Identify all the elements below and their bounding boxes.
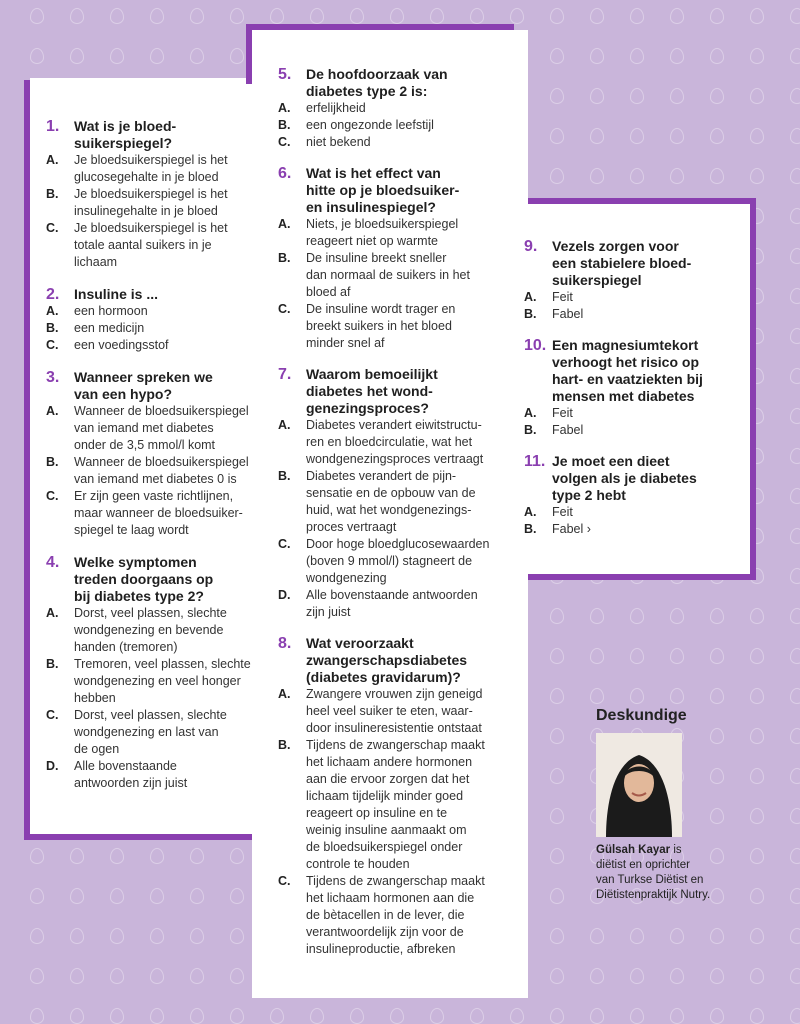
option-letter: C. — [278, 874, 291, 888]
droplet-decoration — [790, 688, 800, 704]
option-text: Feit — [552, 290, 573, 304]
question-1 — [46, 118, 262, 271]
droplet-decoration — [590, 928, 604, 944]
left-card — [30, 78, 270, 834]
option-letter: B. — [524, 423, 537, 437]
droplet-decoration — [710, 608, 724, 624]
question-text: Wat is het effect van hitte op je bloedsuiker- en insulinespiegel? — [306, 165, 460, 215]
droplet-decoration — [110, 888, 124, 904]
option-letter: A. — [278, 217, 291, 231]
option-text: Tremoren, veel plassen, slechte wondgenezing en veel honger hebben — [74, 657, 251, 705]
droplet-decoration — [70, 968, 84, 984]
droplet-decoration — [110, 48, 124, 64]
question-text: Wat is je bloed- suikerspiegel? — [74, 118, 177, 151]
droplet-decoration — [790, 248, 800, 264]
expert-name: Gülsah Kayar — [596, 844, 671, 856]
answer-option[interactable] — [278, 117, 520, 134]
droplet-decoration — [150, 888, 164, 904]
answer-option[interactable] — [46, 220, 262, 271]
droplet-decoration — [710, 88, 724, 104]
question-8 — [278, 635, 520, 958]
right-card — [510, 204, 750, 574]
expert-photo — [596, 733, 682, 837]
droplet-decoration — [150, 48, 164, 64]
option-text: Wanneer de bloedsuikerspiegel van iemand met diabetes 0 is — [74, 455, 249, 486]
droplet-decoration — [550, 928, 564, 944]
droplet-decoration — [550, 888, 564, 904]
droplet-decoration — [630, 648, 644, 664]
question-number: 9. — [524, 238, 538, 255]
question-number: 5. — [278, 66, 292, 83]
option-letter: D. — [46, 759, 59, 773]
answer-option[interactable] — [46, 152, 262, 186]
option-letter: C. — [46, 708, 59, 722]
question-text: Waarom bemoeilijkt diabetes het wond- genezingsproces? — [306, 366, 438, 416]
droplet-decoration — [110, 848, 124, 864]
option-text: Je bloedsuikerspiegel is het glucosegehalte in je bloed — [74, 153, 228, 184]
droplet-decoration — [30, 1008, 44, 1024]
droplet-decoration — [550, 808, 564, 824]
droplet-decoration — [550, 1008, 564, 1024]
option-letter: B. — [278, 118, 291, 132]
droplet-decoration — [190, 928, 204, 944]
question-header — [524, 238, 742, 289]
option-text: De insuline wordt trager en breekt suikers in het bloed minder snel af — [306, 302, 456, 350]
droplet-decoration — [150, 1008, 164, 1024]
question-number: 1. — [46, 118, 60, 135]
answer-option[interactable] — [46, 186, 262, 220]
option-text: een hormoon — [74, 304, 148, 318]
option-text: Diabetes verandert de pijn- sensatie en de opbouw van de huid, wat het wondgenezings- proces vertraagt — [306, 469, 476, 534]
question-header — [524, 337, 742, 405]
answer-option[interactable] — [278, 100, 520, 117]
question-text: De hoofdoorzaak van diabetes type 2 is: — [306, 66, 448, 99]
option-letter: A. — [46, 153, 59, 167]
droplet-decoration — [790, 488, 800, 504]
droplet-decoration — [430, 1008, 444, 1024]
answer-option[interactable] — [46, 403, 262, 454]
question-header — [524, 453, 742, 504]
question-11 — [524, 453, 742, 538]
droplet-decoration — [110, 1008, 124, 1024]
droplet-decoration — [190, 888, 204, 904]
droplet-decoration — [30, 968, 44, 984]
droplet-decoration — [790, 8, 800, 24]
droplet-decoration — [550, 688, 564, 704]
option-text: Tijdens de zwangerschap maakt het lichaam andere hormonen aan die ervoor zorgen dat het lichaam tijdelijk minder goed reageert op insuline en te weinig insuline aanmaakt om de bloedsuikerspiegel onder controle te houden — [306, 738, 485, 871]
option-text: Alle bovenstaande antwoorden zijn juist — [306, 588, 478, 619]
droplet-decoration — [630, 928, 644, 944]
droplet-decoration — [350, 8, 364, 24]
option-letter: B. — [46, 455, 59, 469]
droplet-decoration — [190, 48, 204, 64]
droplet-decoration — [30, 928, 44, 944]
droplet-decoration — [310, 8, 324, 24]
droplet-decoration — [550, 88, 564, 104]
option-text: een voedingsstof — [74, 338, 169, 352]
question-7 — [278, 366, 520, 621]
droplet-decoration — [590, 88, 604, 104]
droplet-decoration — [230, 848, 244, 864]
question-header — [278, 366, 520, 417]
droplet-decoration — [550, 608, 564, 624]
droplet-decoration — [670, 1008, 684, 1024]
droplet-decoration — [70, 848, 84, 864]
droplet-decoration — [390, 8, 404, 24]
expert-bio-2: diëtist en oprichter van Turkse Diëtist en Diëtistenpraktijk Nutry. — [596, 859, 711, 901]
option-text: De insuline breekt sneller dan normaal de suikers in het bloed af — [306, 251, 470, 299]
droplet-decoration — [630, 968, 644, 984]
droplet-decoration — [630, 688, 644, 704]
answer-option[interactable] — [278, 417, 520, 468]
droplet-decoration — [550, 648, 564, 664]
droplet-decoration — [790, 568, 800, 584]
expert-bio-1: is — [670, 844, 682, 856]
droplet-decoration — [630, 8, 644, 24]
droplet-decoration — [70, 928, 84, 944]
question-2 — [46, 286, 262, 354]
question-header — [46, 554, 262, 605]
droplet-decoration — [790, 288, 800, 304]
middle-card — [252, 30, 528, 998]
question-text: Wanneer spreken we van een hypo? — [74, 369, 213, 402]
droplet-decoration — [310, 1008, 324, 1024]
option-letter: B. — [46, 321, 59, 335]
droplet-decoration — [750, 1008, 764, 1024]
option-text: Zwangere vrouwen zijn geneigd heel veel suiker te eten, waar- door insulineresistentie ontstaat — [306, 687, 483, 735]
droplet-decoration — [790, 48, 800, 64]
droplet-decoration — [550, 48, 564, 64]
expert-box — [596, 707, 796, 903]
droplet-decoration — [670, 968, 684, 984]
droplet-decoration — [230, 888, 244, 904]
expert-title: Deskundige — [596, 707, 687, 724]
option-letter: A. — [278, 418, 291, 432]
answer-option[interactable] — [46, 488, 262, 539]
option-text: Niets, je bloedsuikerspiegel reageert niet op warmte — [306, 217, 459, 248]
question-text: Wat veroorzaakt zwangerschapsdiabetes (diabetes gravidarum)? — [306, 635, 468, 685]
answer-option[interactable] — [278, 468, 520, 536]
droplet-decoration — [550, 128, 564, 144]
answer-option[interactable] — [278, 216, 520, 250]
droplet-decoration — [670, 48, 684, 64]
droplet-decoration — [270, 1008, 284, 1024]
answer-option[interactable] — [278, 587, 520, 621]
question-text: Insuline is ... — [74, 286, 159, 302]
droplet-decoration — [390, 1008, 404, 1024]
option-text: Alle bovenstaande antwoorden zijn juist — [74, 759, 188, 790]
option-letter: C. — [278, 302, 291, 316]
droplet-decoration — [710, 128, 724, 144]
question-number: 2. — [46, 286, 60, 303]
question-number: 7. — [278, 366, 292, 383]
droplet-decoration — [30, 848, 44, 864]
answer-option[interactable] — [278, 301, 520, 352]
droplet-decoration — [710, 1008, 724, 1024]
answer-option[interactable] — [524, 289, 742, 306]
answer-option[interactable] — [46, 454, 262, 488]
droplet-decoration — [230, 1008, 244, 1024]
droplet-decoration — [750, 648, 764, 664]
droplet-decoration — [670, 88, 684, 104]
option-text: Door hoge bloedglucosewaarden (boven 9 mmol/l) stagneert de wondgenezing — [306, 537, 490, 585]
option-letter: B. — [46, 187, 59, 201]
option-text: Diabetes verandert eiwitstructu- ren en bloedcirculatie, wat het wondgenezingsproces vertraagt — [306, 418, 484, 466]
option-letter: B. — [278, 469, 291, 483]
option-text: Je bloedsuikerspiegel is het totale aantal suikers in je lichaam — [74, 221, 228, 269]
option-text: Fabel — [552, 423, 584, 437]
answer-option[interactable] — [524, 504, 742, 521]
droplet-decoration — [270, 8, 284, 24]
droplet-decoration — [790, 408, 800, 424]
droplet-decoration — [550, 768, 564, 784]
droplet-decoration — [110, 968, 124, 984]
option-letter: A. — [524, 505, 537, 519]
option-letter: C. — [46, 221, 59, 235]
question-header — [278, 66, 520, 100]
option-letter: A. — [278, 687, 291, 701]
option-letter: A. — [524, 406, 537, 420]
option-letter: B. — [524, 307, 537, 321]
droplet-decoration — [750, 928, 764, 944]
option-letter: A. — [46, 606, 59, 620]
droplet-decoration — [70, 1008, 84, 1024]
droplet-decoration — [750, 88, 764, 104]
question-number: 6. — [278, 165, 292, 182]
droplet-decoration — [30, 8, 44, 24]
droplet-decoration — [710, 688, 724, 704]
question-header — [278, 635, 520, 686]
option-text: Er zijn geen vaste richtlijnen, maar wanneer de bloedsuiker- spiegel te laag wordt — [74, 489, 243, 537]
droplet-decoration — [710, 8, 724, 24]
droplet-decoration — [550, 168, 564, 184]
droplet-decoration — [230, 8, 244, 24]
answer-option[interactable] — [278, 737, 520, 873]
droplet-decoration — [710, 168, 724, 184]
droplet-decoration — [790, 368, 800, 384]
droplet-decoration — [790, 528, 800, 544]
droplet-decoration — [230, 968, 244, 984]
droplet-decoration — [630, 88, 644, 104]
droplet-decoration — [470, 1008, 484, 1024]
question-text: Vezels zorgen voor een stabielere bloed- suikerspiegel — [552, 238, 692, 288]
option-text: niet bekend — [306, 135, 371, 149]
droplet-decoration — [750, 168, 764, 184]
answer-option[interactable] — [524, 521, 742, 538]
droplet-decoration — [790, 128, 800, 144]
option-text: een medicijn — [74, 321, 145, 335]
droplet-decoration — [710, 48, 724, 64]
droplet-decoration — [70, 48, 84, 64]
droplet-decoration — [550, 968, 564, 984]
question-10 — [524, 337, 742, 439]
answer-option[interactable] — [46, 337, 262, 354]
question-header — [278, 165, 520, 216]
question-9 — [524, 238, 742, 323]
droplet-decoration — [590, 648, 604, 664]
option-text: Tijdens de zwangerschap maakt het lichaam hormonen aan die de bètacellen in de lever, die verantwoordelijk zijn voor de insulineproductie, afbreken — [306, 874, 485, 956]
droplet-decoration — [190, 8, 204, 24]
droplet-decoration — [750, 128, 764, 144]
droplet-decoration — [590, 128, 604, 144]
droplet-decoration — [790, 328, 800, 344]
droplet-decoration — [190, 848, 204, 864]
answer-option[interactable] — [524, 422, 742, 439]
answer-option[interactable] — [46, 707, 262, 758]
droplet-decoration — [110, 928, 124, 944]
droplet-decoration — [510, 8, 524, 24]
droplet-decoration — [590, 1008, 604, 1024]
droplet-decoration — [230, 928, 244, 944]
option-letter: C. — [46, 489, 59, 503]
droplet-decoration — [550, 728, 564, 744]
droplet-decoration — [710, 648, 724, 664]
option-letter: A. — [46, 304, 59, 318]
droplet-decoration — [670, 928, 684, 944]
droplet-decoration — [590, 968, 604, 984]
option-text: Feit — [552, 505, 573, 519]
question-header — [46, 286, 262, 303]
answer-option[interactable] — [278, 536, 520, 587]
droplet-decoration — [790, 968, 800, 984]
droplet-decoration — [150, 968, 164, 984]
droplet-decoration — [590, 168, 604, 184]
droplet-decoration — [30, 888, 44, 904]
option-text: Dorst, veel plassen, slechte wondgenezing en last van de ogen — [74, 708, 227, 756]
question-number: 3. — [46, 369, 60, 386]
droplet-decoration — [630, 48, 644, 64]
droplet-decoration — [790, 88, 800, 104]
option-text: Wanneer de bloedsuikerspiegel van iemand met diabetes onder de 3,5 mmol/l komt — [74, 404, 249, 452]
droplet-decoration — [630, 128, 644, 144]
option-text: Fabel › — [552, 522, 591, 536]
droplet-decoration — [670, 128, 684, 144]
droplet-decoration — [350, 1008, 364, 1024]
question-text: Een magnesiumtekort verhoogt het risico op hart- en vaatziekten bij mensen met diabetes — [552, 337, 703, 404]
droplet-decoration — [30, 48, 44, 64]
droplet-decoration — [790, 648, 800, 664]
droplet-decoration — [750, 608, 764, 624]
option-text: een ongezonde leefstijl — [306, 118, 434, 132]
question-6 — [278, 165, 520, 352]
answer-option[interactable] — [278, 134, 520, 151]
option-letter: A. — [46, 404, 59, 418]
option-letter: C. — [278, 135, 291, 149]
droplet-decoration — [470, 8, 484, 24]
option-letter: B. — [278, 251, 291, 265]
droplet-decoration — [750, 48, 764, 64]
droplet-decoration — [790, 448, 800, 464]
droplet-decoration — [550, 848, 564, 864]
droplet-decoration — [790, 208, 800, 224]
answer-option[interactable] — [524, 306, 742, 323]
question-number: 4. — [46, 554, 60, 571]
droplet-decoration — [150, 8, 164, 24]
droplet-decoration — [190, 1008, 204, 1024]
droplet-decoration — [230, 48, 244, 64]
question-text: Welke symptomen treden doorgaans op bij diabetes type 2? — [74, 554, 214, 604]
droplet-decoration — [70, 888, 84, 904]
option-letter: B. — [278, 738, 291, 752]
droplet-decoration — [670, 168, 684, 184]
droplet-decoration — [670, 608, 684, 624]
option-text: erfelijkheid — [306, 101, 366, 115]
option-text: Feit — [552, 406, 573, 420]
option-letter: B. — [524, 522, 537, 536]
question-header — [46, 118, 262, 152]
droplet-decoration — [150, 848, 164, 864]
answer-option[interactable] — [46, 605, 262, 656]
answer-option[interactable] — [278, 873, 520, 958]
answer-option[interactable] — [46, 303, 262, 320]
droplet-decoration — [110, 8, 124, 24]
droplet-decoration — [190, 968, 204, 984]
option-letter: A. — [278, 101, 291, 115]
droplet-decoration — [630, 168, 644, 184]
question-text: Je moet een dieet volgen als je diabetes type 2 hebt — [552, 453, 697, 503]
droplet-decoration — [670, 688, 684, 704]
question-number: 10. — [524, 337, 547, 354]
droplet-decoration — [70, 8, 84, 24]
answer-option[interactable] — [46, 758, 262, 792]
question-header — [46, 369, 262, 403]
droplet-decoration — [510, 1008, 524, 1024]
droplet-decoration — [750, 688, 764, 704]
question-5 — [278, 66, 520, 151]
droplet-decoration — [590, 688, 604, 704]
droplet-decoration — [710, 928, 724, 944]
droplet-decoration — [430, 8, 444, 24]
answer-option[interactable] — [278, 686, 520, 737]
answer-option[interactable] — [278, 250, 520, 301]
droplet-decoration — [750, 968, 764, 984]
droplet-decoration — [590, 8, 604, 24]
droplet-decoration — [790, 608, 800, 624]
droplet-decoration — [790, 1008, 800, 1024]
droplet-decoration — [630, 1008, 644, 1024]
droplet-decoration — [750, 8, 764, 24]
answer-option[interactable] — [46, 320, 262, 337]
droplet-decoration — [590, 608, 604, 624]
droplet-decoration — [630, 608, 644, 624]
droplet-decoration — [670, 8, 684, 24]
droplet-decoration — [590, 48, 604, 64]
droplet-decoration — [670, 648, 684, 664]
question-4 — [46, 554, 262, 792]
question-number: 11. — [524, 453, 546, 470]
option-letter: A. — [524, 290, 537, 304]
answer-option[interactable] — [46, 656, 262, 707]
droplet-decoration — [710, 968, 724, 984]
question-number: 8. — [278, 635, 292, 652]
option-text: Je bloedsuikerspiegel is het insulinegehalte in je bloed — [74, 187, 228, 218]
droplet-decoration — [790, 168, 800, 184]
question-3 — [46, 369, 262, 539]
option-text: Dorst, veel plassen, slechte wondgenezing en bevende handen (tremoren) — [74, 606, 227, 654]
answer-option[interactable] — [524, 405, 742, 422]
expert-text — [596, 843, 796, 903]
option-letter: C. — [278, 537, 291, 551]
droplet-decoration — [550, 8, 564, 24]
option-letter: C. — [46, 338, 59, 352]
droplet-decoration — [150, 928, 164, 944]
option-letter: D. — [278, 588, 291, 602]
option-text: Fabel — [552, 307, 584, 321]
option-letter: B. — [46, 657, 59, 671]
droplet-decoration — [790, 928, 800, 944]
